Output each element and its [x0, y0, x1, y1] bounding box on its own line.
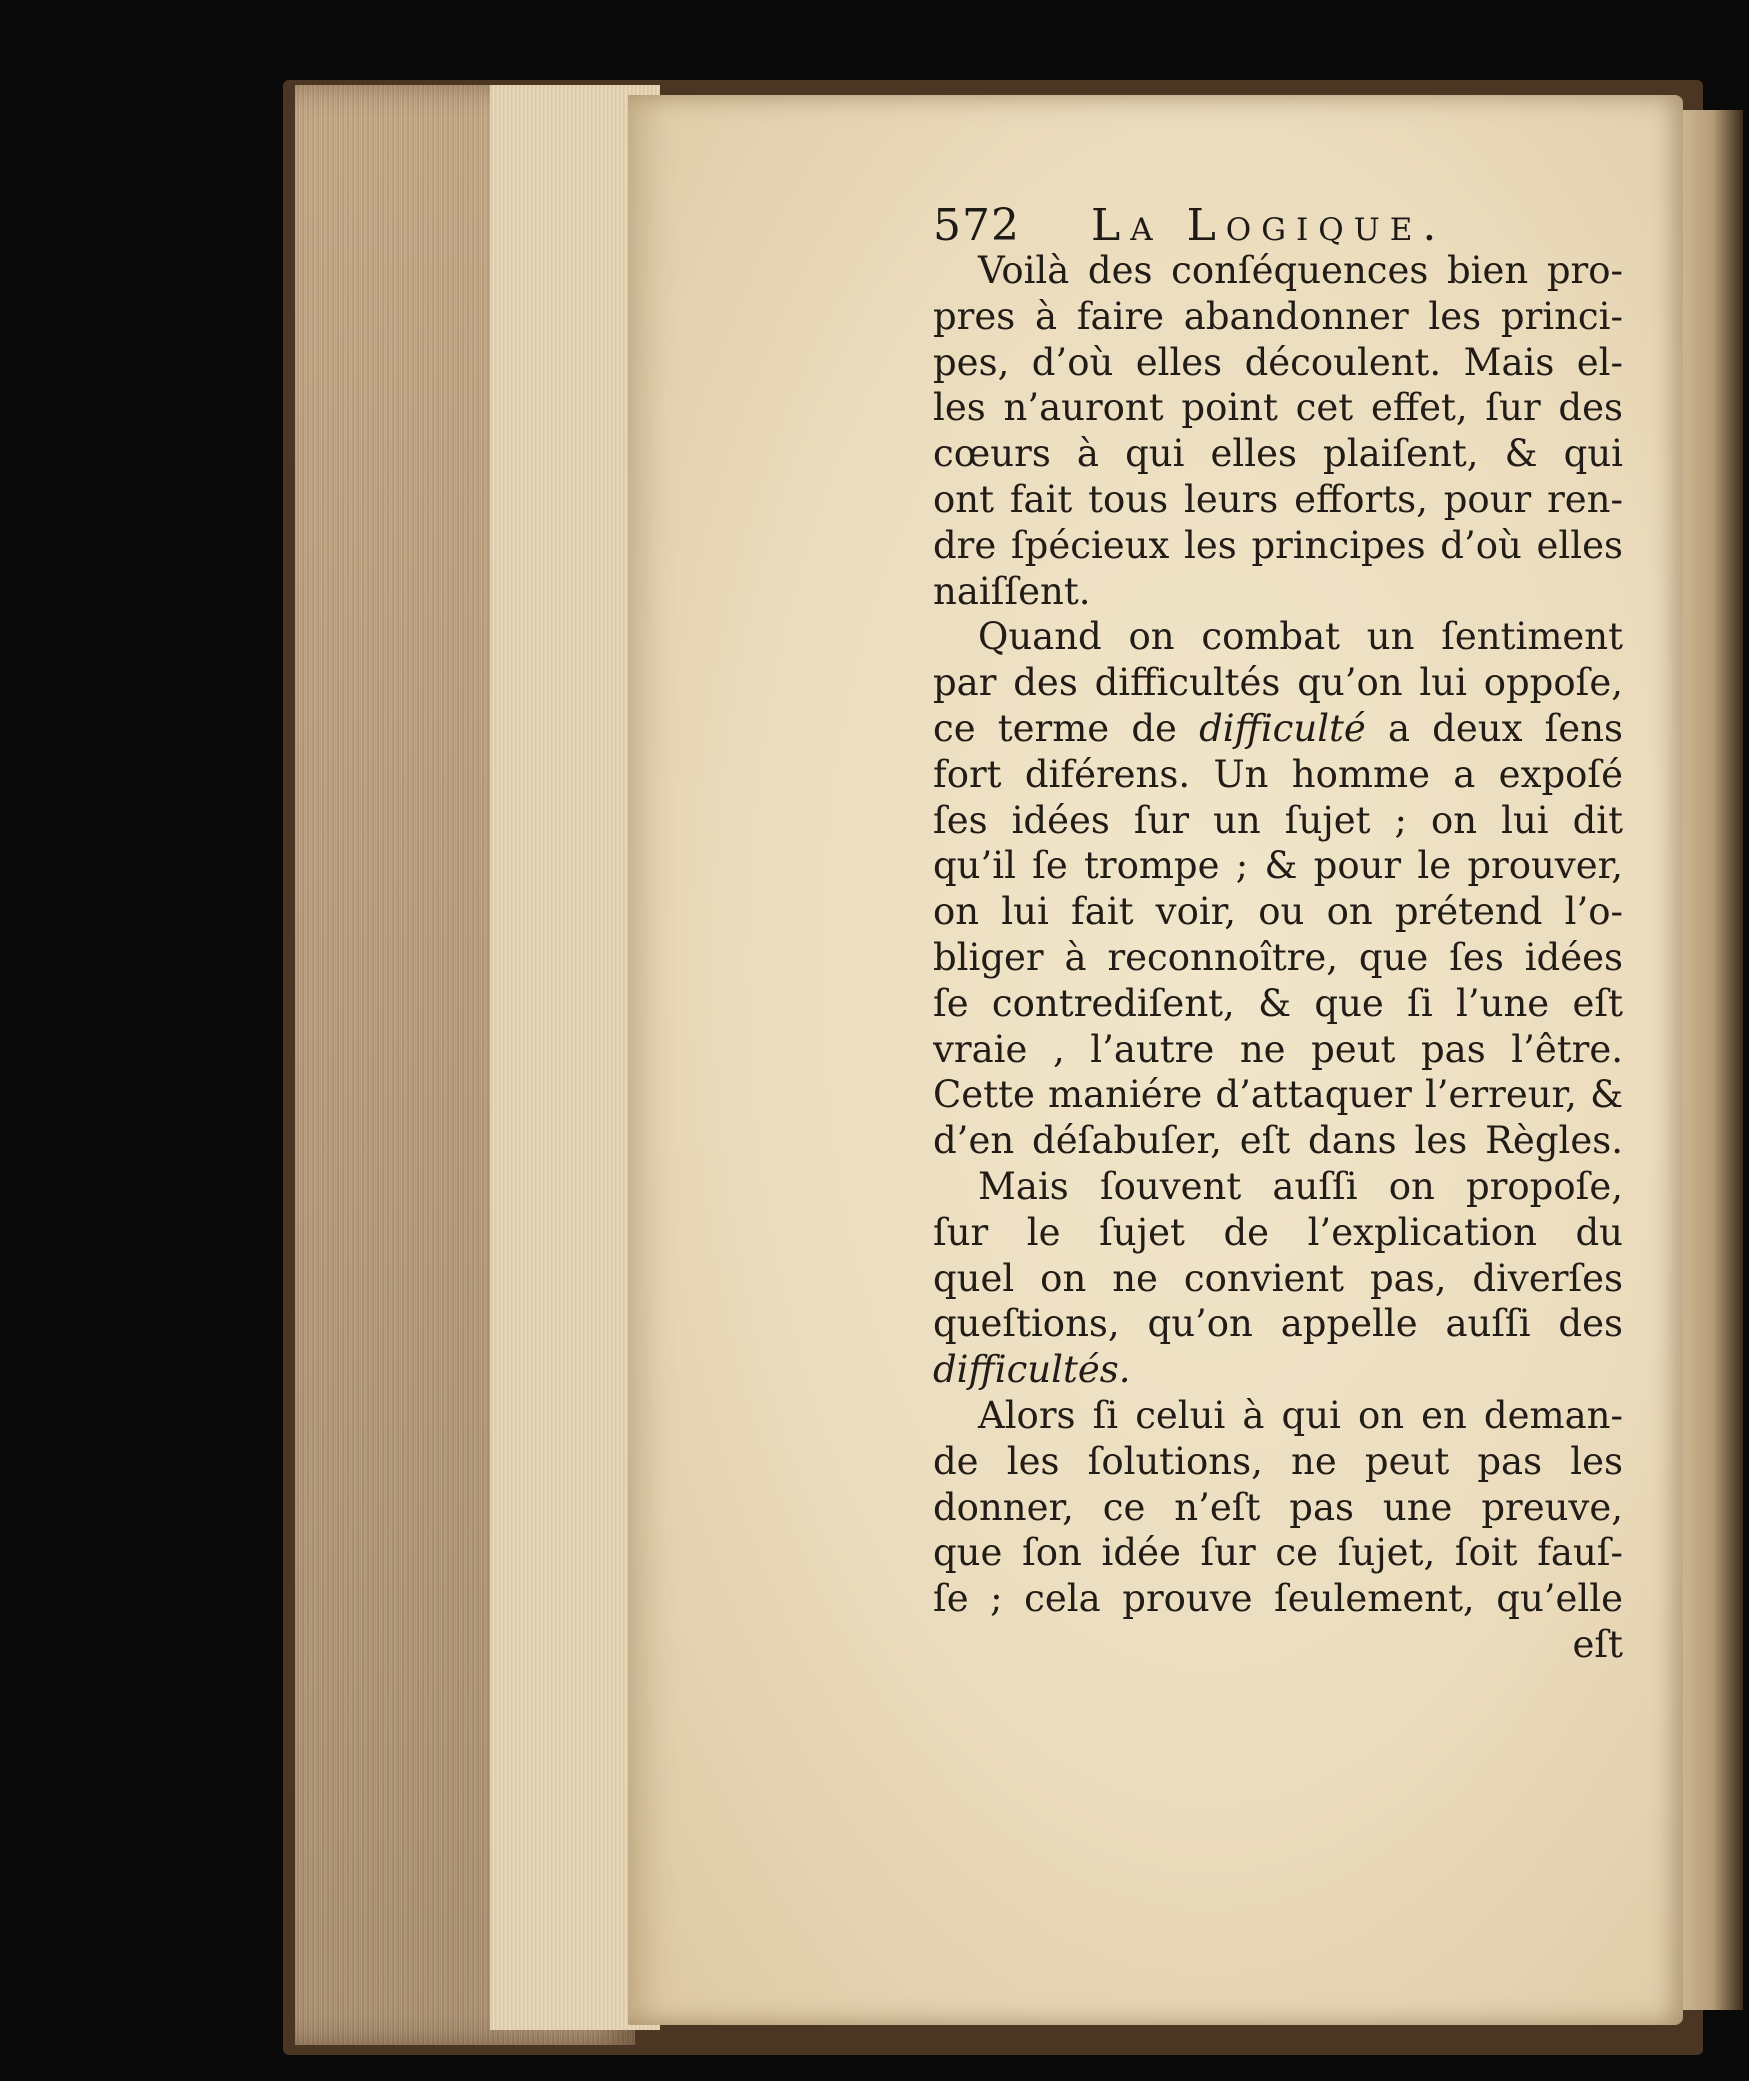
text-line	[933, 340, 1623, 386]
text-line	[933, 1256, 1623, 1302]
text-line	[933, 1210, 1623, 1256]
line-text: ſur le ſujet de l’explication du	[933, 1210, 1623, 1254]
gutter-shadow	[1683, 110, 1743, 2010]
text-line	[933, 1439, 1623, 1485]
line-text: Voilà des conſéquences bien pro-	[978, 249, 1623, 292]
line-text: naiſſent.	[933, 569, 1091, 613]
line-text: les n’auront point cet effet, ſur des	[933, 386, 1623, 430]
line-text: ſes idées ſur un ſujet ; on lui dit	[933, 798, 1623, 842]
line-text: quel on ne convient pas, diverſes	[933, 1256, 1623, 1300]
line-text: qu’il ſe trompe ; & pour le prouver,	[933, 844, 1623, 888]
text-line	[933, 1530, 1623, 1576]
text-line	[933, 1485, 1623, 1531]
catchword: eſt	[1572, 1622, 1623, 1666]
italic-term: difficultés.	[933, 1348, 1131, 1392]
line-text: vraie , l’autre ne peut pas l’être.	[933, 1027, 1623, 1071]
line-text: fort diférens. Un homme a expoſé	[933, 752, 1623, 796]
text-line	[933, 843, 1623, 889]
line-text: dre ſpécieux les principes d’où elles	[933, 523, 1623, 567]
text-line	[933, 1347, 1623, 1393]
line-text: pes, d’où elles découlent. Mais el-	[933, 340, 1623, 384]
text-line	[933, 660, 1623, 706]
line-text: Quand on combat un ſentiment	[978, 615, 1623, 659]
page-number: 572	[933, 200, 1020, 251]
line-text: ont fait tous leurs efforts, pour ren-	[933, 477, 1623, 521]
text-line	[933, 294, 1623, 340]
text-line	[933, 706, 1623, 752]
line-text: Alors ſi celui à qui on en deman-	[978, 1393, 1623, 1437]
line-text: Mais ſouvent auſſi on propoſe,	[978, 1164, 1623, 1208]
text-line	[933, 981, 1623, 1027]
line-text: ſe ; cela prouve ſeulement, qu’elle	[933, 1577, 1623, 1621]
text-line	[933, 248, 1623, 294]
text-line	[933, 1027, 1623, 1073]
line-text: d’en déſabuſer, eſt dans les Règles.	[933, 1119, 1623, 1163]
italic-term: difficulté	[1199, 706, 1366, 750]
line-text: pres à faire abandonner les princi-	[933, 294, 1623, 338]
line-text: que ſon idée ſur ce ſujet, ſoit fauſ-	[933, 1531, 1623, 1575]
line-text: cœurs à qui elles plaiſent, & qui	[933, 432, 1623, 476]
text-line	[933, 614, 1623, 660]
text-line	[933, 385, 1623, 431]
line-text: par des difficultés qu’on lui oppoſe,	[933, 661, 1623, 705]
text-line	[933, 889, 1623, 935]
text-line	[933, 477, 1623, 523]
line-text-after: a deux ſens	[1365, 706, 1623, 750]
text-line	[933, 1164, 1623, 1210]
line-text: de les ſolutions, ne peut pas les	[933, 1439, 1623, 1483]
text-line	[933, 569, 1623, 615]
text-block	[933, 248, 1623, 1668]
line-text: bliger à reconnoître, que ſes idées	[933, 935, 1623, 979]
text-line	[933, 523, 1623, 569]
text-line	[933, 798, 1623, 844]
line-text: donner, ce n’eſt pas une preuve,	[933, 1485, 1623, 1529]
text-line	[933, 1301, 1623, 1347]
text-line	[933, 1576, 1623, 1622]
line-text: ce terme de	[933, 706, 1177, 750]
text-line	[933, 752, 1623, 798]
text-line	[933, 1072, 1623, 1118]
text-line	[933, 1118, 1623, 1164]
line-text: queſtions, qu’on appelle auſſi des	[933, 1302, 1623, 1346]
running-head: La Logique.	[1091, 200, 1447, 251]
text-line	[933, 431, 1623, 477]
text-line	[933, 1393, 1623, 1439]
text-line	[933, 935, 1623, 981]
line-text: ſe contrediſent, & que ſi l’une eſt	[933, 981, 1623, 1025]
line-text: Cette maniére d’attaquer l’erreur, &	[933, 1073, 1623, 1117]
line-text: on lui fait voir, ou on prétend l’o-	[933, 890, 1623, 934]
